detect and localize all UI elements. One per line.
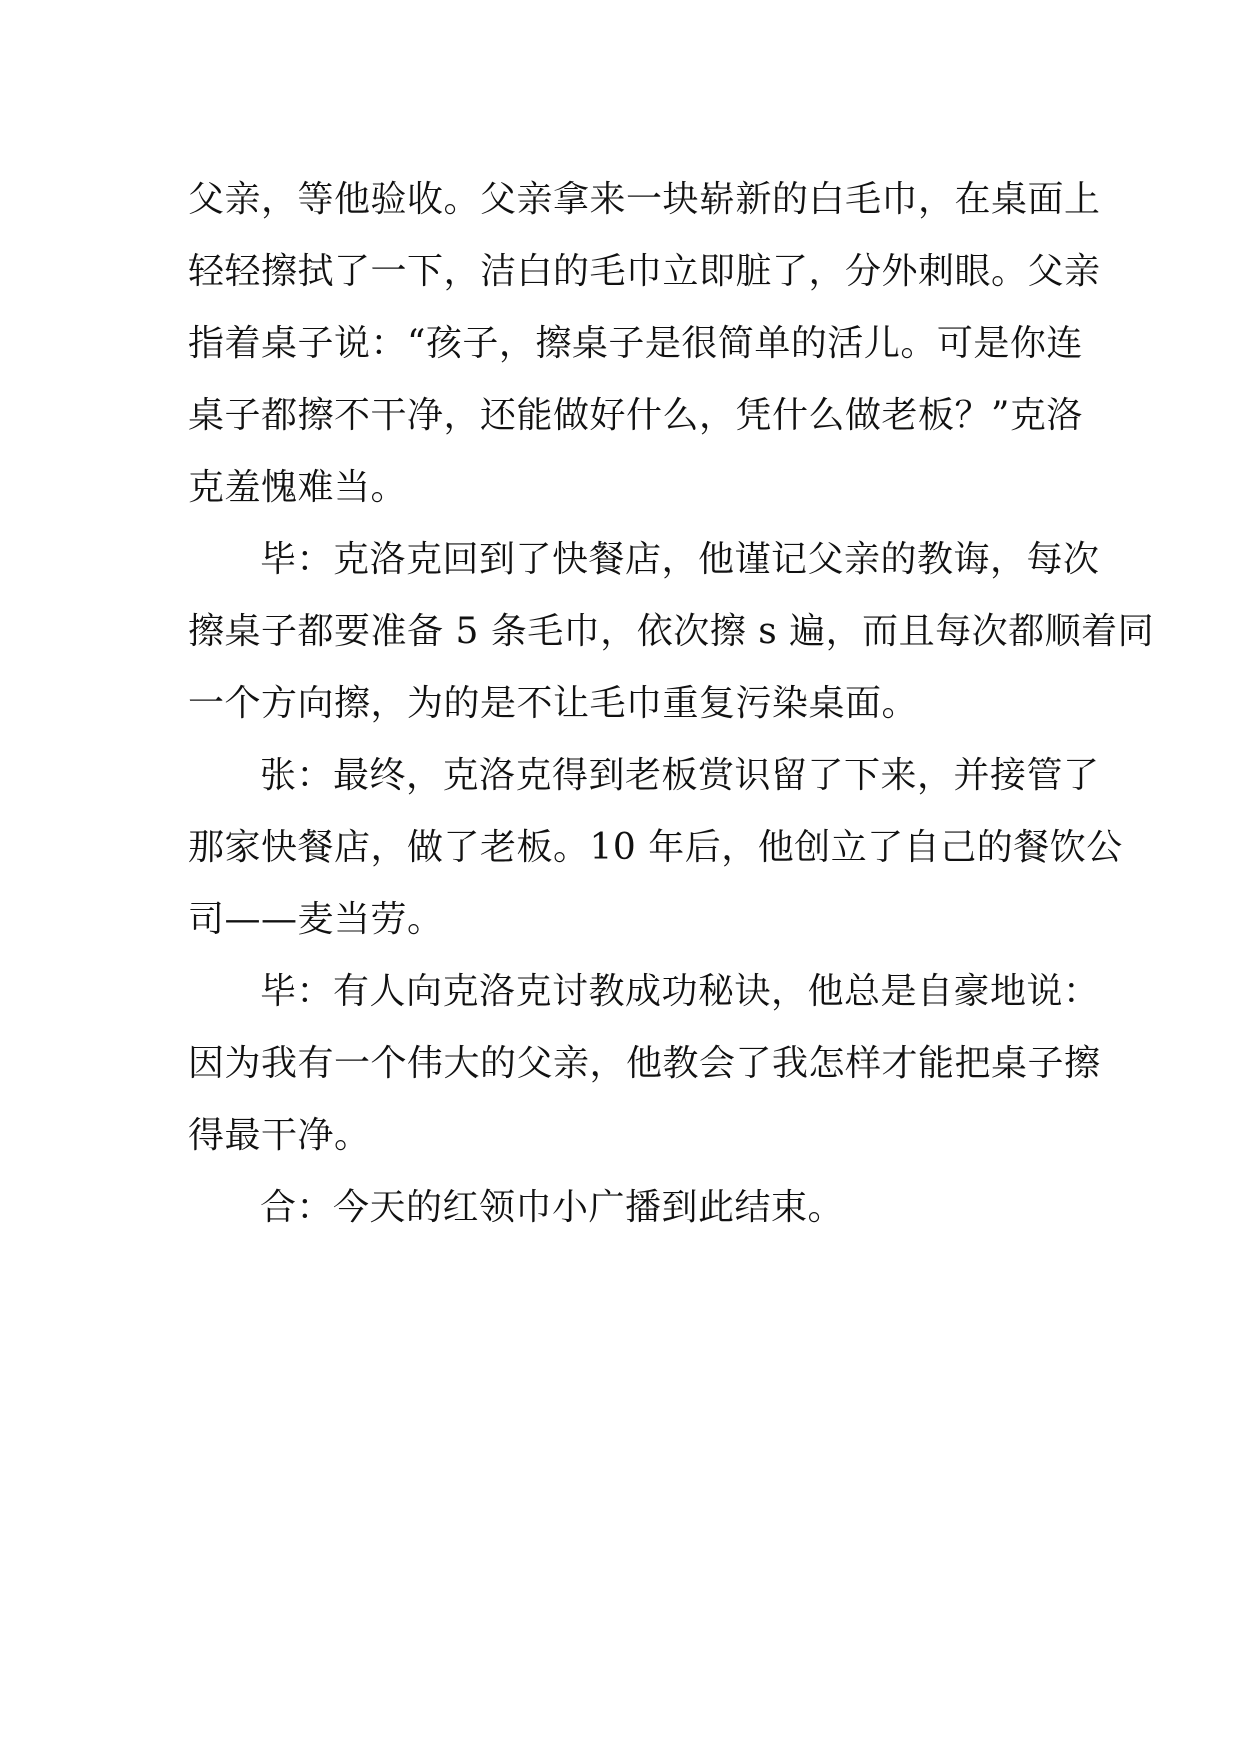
text-line: 擦桌子都要准备 5 条毛巾，依次擦 s 遍，而且每次都顺着同 (188, 611, 1155, 652)
text-line: 轻轻擦拭了一下，洁白的毛巾立即脏了，分外刺眼。父亲 (188, 251, 1101, 292)
text-line: 因为我有一个伟大的父亲，他教会了我怎样才能把桌子擦 (188, 1043, 1101, 1084)
text-line: 司——麦当劳。 (188, 899, 444, 940)
text-line: 毕：克洛克回到了快餐店，他谨记父亲的教诲，每次 (260, 539, 1100, 580)
text-line: 那家快餐店，做了老板。10 年后，他创立了自己的餐饮公 (188, 827, 1123, 868)
text-line: 克羞愧难当。 (188, 467, 408, 508)
paragraph-bi-secret (188, 956, 1101, 1172)
document-body (188, 164, 1155, 1244)
paragraph-bi-return (188, 524, 1155, 740)
paragraph-closing (188, 1172, 1056, 1244)
paragraph-father-inspection (188, 164, 1101, 524)
text-line: 指着桌子说：“孩子，擦桌子是很简单的活儿。可是你连 (188, 323, 1083, 364)
text-line: 毕：有人向克洛克讨教成功秘诀，他总是自豪地说： (260, 971, 1100, 1012)
text-line: 合：今天的红领巾小广播到此结束。 (260, 1187, 845, 1228)
paragraph-zhang-ending (188, 740, 1123, 956)
text-line: 父亲，等他验收。父亲拿来一块崭新的白毛巾，在桌面上 (188, 179, 1101, 220)
text-line: 张：最终，克洛克得到老板赏识留了下来，并接管了 (260, 755, 1100, 796)
text-line: 桌子都擦不干净，还能做好什么，凭什么做老板？”克洛 (188, 395, 1083, 436)
text-line: 一个方向擦，为的是不让毛巾重复污染桌面。 (188, 683, 919, 724)
text-line: 得最干净。 (188, 1115, 371, 1156)
